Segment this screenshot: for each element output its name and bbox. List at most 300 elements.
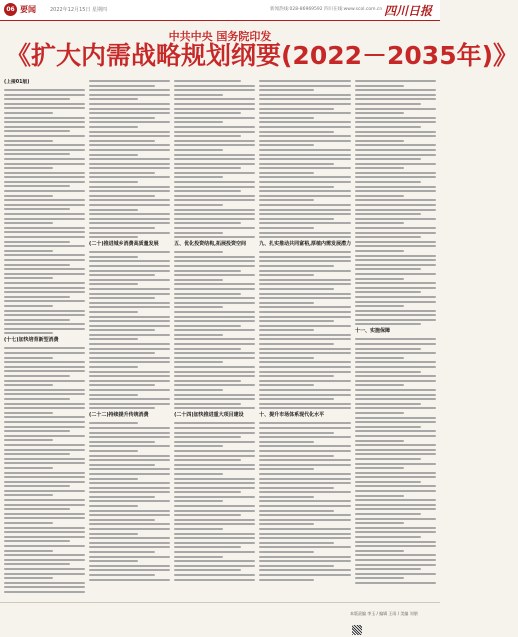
body-text-line (355, 126, 421, 128)
body-text-line (174, 293, 240, 295)
body-text-line (174, 80, 240, 82)
body-text-line (4, 439, 53, 441)
body-text-line (174, 288, 255, 290)
body-text-line (89, 302, 170, 304)
body-text-line (259, 441, 314, 443)
body-text-line (259, 380, 351, 382)
body-text-line (259, 478, 351, 480)
body-text-line (4, 181, 85, 183)
body-text-line (4, 287, 85, 289)
body-text-line (89, 121, 170, 123)
body-text-line (259, 135, 351, 137)
body-text-line (259, 279, 351, 281)
body-text-line (259, 542, 334, 544)
body-text-line (4, 430, 70, 432)
body-text-line (4, 172, 85, 174)
body-text-line (259, 329, 314, 331)
body-text-line (89, 455, 170, 457)
body-text-line (89, 441, 155, 443)
body-text-line (4, 332, 53, 334)
body-text-line (355, 140, 404, 142)
body-text-line (89, 306, 170, 308)
body-text-line (4, 449, 85, 451)
body-text-line (89, 329, 155, 331)
body-text-line (355, 338, 436, 340)
body-text-line (89, 487, 170, 489)
body-text-line (174, 140, 255, 142)
body-text-line (259, 167, 351, 169)
body-text-line (174, 232, 223, 234)
body-text-line (259, 455, 334, 457)
body-text-line (89, 556, 170, 558)
body-text-line (174, 176, 223, 178)
body-text-line (355, 291, 421, 293)
body-text-line (174, 274, 255, 276)
body-text-line (259, 94, 351, 96)
subheading: (二十四)加快推进重大项目建设 (174, 412, 244, 419)
body-text-line (259, 398, 334, 400)
body-text-line (174, 334, 223, 336)
body-text-line (174, 403, 240, 405)
body-text-line (4, 195, 53, 197)
body-text-line (174, 491, 240, 493)
body-text-line (174, 195, 255, 197)
body-text-line (174, 371, 255, 373)
body-text-line (174, 316, 255, 318)
body-text-line (4, 366, 85, 368)
body-text-line (89, 427, 170, 429)
body-text-line (174, 163, 255, 165)
body-text-line (355, 559, 436, 561)
body-text-line (259, 316, 351, 318)
body-text-line (259, 236, 351, 238)
body-text-line (4, 241, 70, 243)
body-text-line (259, 528, 351, 530)
body-text-line (89, 546, 170, 548)
body-text-line (355, 458, 421, 460)
body-text-line (259, 140, 351, 142)
body-text-line (89, 371, 170, 373)
body-text-line (174, 441, 255, 443)
body-text-line (355, 568, 421, 570)
body-text-line (259, 482, 351, 484)
body-text-line (355, 463, 436, 465)
body-text-line (89, 158, 170, 160)
body-text-line (4, 504, 85, 506)
body-text-line (4, 573, 85, 575)
body-text-line (355, 241, 436, 243)
body-text-line (174, 528, 223, 530)
body-text-line (174, 270, 240, 272)
body-text-line (89, 103, 170, 105)
body-text-line (174, 190, 240, 192)
subheading: 十一、实施保障 (355, 328, 391, 335)
body-text-line (259, 403, 351, 405)
body-text-line (355, 384, 404, 386)
body-text-line (4, 393, 85, 395)
body-text-line (355, 195, 404, 197)
body-text-line (4, 586, 85, 588)
body-text-line (174, 459, 240, 461)
body-text-line (174, 144, 255, 146)
body-text-line (4, 310, 85, 312)
body-text-line (4, 513, 85, 515)
body-text-line (174, 579, 255, 581)
body-text-line (4, 291, 85, 293)
body-text-line (355, 222, 404, 224)
body-text-line (355, 204, 436, 206)
body-text-line (4, 380, 85, 382)
body-text-line (174, 94, 223, 96)
subheading: 五、优化投资结构,拓展投资空间 (174, 241, 246, 248)
body-text-line (174, 343, 255, 345)
body-text-line (174, 389, 223, 391)
body-text-line (4, 222, 53, 224)
body-text-line (355, 218, 436, 220)
body-text-line (259, 112, 351, 114)
body-text-line (355, 407, 436, 409)
body-text-line (259, 209, 351, 211)
body-text-line (89, 283, 138, 285)
body-text-line (355, 108, 436, 110)
body-text-line (355, 550, 404, 552)
body-text-line (259, 274, 314, 276)
body-text-line (355, 389, 436, 391)
body-text-line (355, 190, 436, 192)
body-text-line (4, 568, 85, 570)
body-text-line (174, 407, 255, 409)
subheading: (二十二)持续提升传统消费 (89, 412, 149, 419)
body-text-line (4, 135, 85, 137)
body-text-line (174, 551, 255, 553)
body-text-line (259, 172, 314, 174)
body-text-line (4, 323, 85, 325)
body-text-line (259, 487, 334, 489)
body-text-line (4, 508, 70, 510)
body-text-line (355, 167, 404, 169)
body-text-line (174, 510, 255, 512)
body-text-line (89, 190, 170, 192)
body-text-line (355, 301, 436, 303)
body-text-line (174, 135, 240, 137)
body-text-line (174, 422, 255, 424)
body-text-line (174, 186, 255, 188)
body-text-line (89, 260, 170, 262)
body-text-line (4, 591, 85, 593)
body-text-line (89, 265, 170, 267)
body-text-line (355, 499, 436, 501)
body-text-line (4, 250, 53, 252)
body-text-line (4, 481, 85, 483)
body-text-line (89, 204, 170, 206)
body-text-line (89, 131, 170, 133)
body-text-line (89, 357, 170, 359)
body-text-line (174, 455, 255, 457)
body-text-line (355, 435, 436, 437)
body-text-line (4, 277, 53, 279)
body-text-line (174, 375, 255, 377)
body-text-line (174, 574, 255, 576)
body-text-line (259, 302, 314, 304)
body-text-line (174, 329, 255, 331)
body-text-line (89, 311, 138, 313)
body-text-line (355, 117, 436, 119)
body-text-line (89, 338, 138, 340)
body-text-line (355, 518, 436, 520)
body-text-line (4, 296, 70, 298)
body-text-line (355, 421, 436, 423)
body-text-line (355, 485, 436, 487)
article-kicker: 中共中央 国务院印发 (168, 30, 272, 43)
body-text-line (174, 112, 240, 114)
body-text-line (355, 296, 436, 298)
body-text-line (174, 108, 255, 110)
body-text-line (89, 579, 170, 581)
body-text-line (4, 370, 85, 372)
body-text-line (174, 103, 255, 105)
body-text-line (259, 427, 351, 429)
body-text-line (89, 384, 155, 386)
body-text-line (89, 251, 170, 253)
body-text-line (4, 300, 85, 302)
body-text-line (4, 398, 70, 400)
body-text-line (259, 445, 351, 447)
body-text-line (259, 579, 314, 581)
body-text-line (355, 89, 436, 91)
body-text-line (259, 121, 351, 123)
body-text-line (89, 464, 155, 466)
body-text-line (259, 293, 351, 295)
body-text-line (174, 533, 255, 535)
body-text-line (355, 314, 436, 316)
body-text-line (89, 227, 155, 229)
body-text-line (174, 500, 223, 502)
body-text-line (355, 357, 404, 359)
body-text-line (355, 213, 421, 215)
body-text-line (355, 94, 436, 96)
body-text-line (174, 222, 240, 224)
body-text-line (89, 167, 170, 169)
body-text-line (355, 522, 404, 524)
body-text-line (355, 287, 436, 289)
body-text-line (355, 380, 436, 382)
body-text-line (89, 320, 170, 322)
body-text-line (174, 496, 255, 498)
body-text-line (259, 436, 351, 438)
body-text-line (89, 135, 170, 137)
body-text-line (174, 236, 255, 238)
body-text-line (355, 310, 436, 312)
body-text-line (174, 338, 255, 340)
body-text-line (259, 311, 351, 313)
body-text-line (4, 130, 70, 132)
body-text-line (355, 158, 421, 160)
body-text-line (355, 481, 421, 483)
body-text-line (89, 288, 170, 290)
body-text-line (174, 478, 255, 480)
body-text-line (4, 112, 53, 114)
body-text-line (355, 305, 404, 307)
body-text-line (89, 98, 138, 100)
body-text-line (355, 352, 436, 354)
body-text-line (89, 459, 170, 461)
body-text-line (4, 517, 85, 519)
body-text-line (4, 403, 85, 405)
body-text-line (259, 551, 314, 553)
body-text-line (89, 256, 138, 258)
body-text-line (174, 394, 255, 396)
body-text-line (174, 487, 255, 489)
body-text-line (174, 427, 255, 429)
body-text-line (259, 103, 351, 105)
body-text-line (89, 468, 170, 470)
body-text-line (4, 476, 85, 478)
body-text-line (355, 513, 421, 515)
body-text-line (259, 574, 351, 576)
body-text-line (355, 449, 436, 451)
body-text-line (259, 265, 334, 267)
body-text-line (355, 259, 436, 261)
body-text-line (4, 89, 85, 91)
body-text-line (4, 462, 85, 464)
contact-line: 新闻热线:028-86969592 四川在线:www.scol.com.cn (270, 7, 383, 12)
body-text-line (89, 270, 170, 272)
body-text-line (174, 213, 255, 215)
newspaper-logo: 四川日报 (383, 4, 432, 18)
subheading: 九、扎实推动共同富裕,厚植内需发展潜力 (259, 241, 351, 248)
body-text-line (355, 273, 436, 275)
body-text-line (89, 542, 170, 544)
body-text-line (355, 227, 436, 229)
body-text-line (174, 523, 255, 525)
body-text-line (174, 537, 255, 539)
body-text-line (4, 282, 85, 284)
body-text-line (89, 496, 155, 498)
body-text-line (174, 181, 255, 183)
body-text-line (355, 144, 436, 146)
body-text-line (259, 560, 351, 562)
body-text-line (355, 98, 436, 100)
body-text-line (89, 533, 138, 535)
body-text-line (4, 472, 85, 474)
body-text-line (355, 467, 404, 469)
body-text-line (4, 536, 85, 538)
article-title: 《扩大内需战略规划纲要(2022－2035年)》 (6, 41, 518, 70)
body-text-line (4, 435, 85, 437)
body-text-line (89, 366, 138, 368)
body-text-line (4, 153, 70, 155)
body-text-line (174, 98, 255, 100)
body-text-line (89, 236, 138, 238)
body-text-line (174, 172, 255, 174)
body-text-line (4, 231, 85, 233)
body-text-line (4, 103, 85, 105)
body-text-line (174, 279, 223, 281)
body-text-line (174, 199, 255, 201)
body-text-line (174, 260, 255, 262)
body-text-line (259, 338, 351, 340)
body-text-line (89, 108, 170, 110)
body-text-line (174, 117, 255, 119)
body-text-line (259, 491, 351, 493)
body-text-line (259, 232, 351, 234)
body-text-line (89, 325, 170, 327)
body-text-line (259, 422, 351, 424)
body-text-line (259, 450, 351, 452)
body-text-line (355, 199, 436, 201)
body-text-line (4, 577, 53, 579)
body-text-line (174, 357, 255, 359)
text-column-4 (259, 80, 351, 600)
body-text-line (89, 432, 170, 434)
body-text-line (259, 519, 351, 521)
body-text-line (89, 89, 170, 91)
body-text-line (259, 375, 334, 377)
body-text-line (89, 232, 170, 234)
body-text-line (355, 527, 436, 529)
body-text-line (174, 556, 223, 558)
body-text-line (4, 426, 85, 428)
body-text-line (4, 328, 85, 330)
body-text-line (259, 361, 351, 363)
body-text-line (4, 305, 53, 307)
body-text-line (355, 361, 436, 363)
body-text-line (174, 126, 255, 128)
body-text-line (89, 361, 170, 363)
body-text-line (174, 251, 223, 253)
body-text-line (4, 208, 70, 210)
body-text-line (89, 149, 170, 151)
page-footer (0, 602, 440, 637)
body-text-line (259, 213, 351, 215)
body-text-line (174, 366, 255, 368)
body-text-line (4, 540, 70, 542)
body-text-line (355, 453, 436, 455)
body-text-line (4, 144, 85, 146)
body-text-line (4, 149, 85, 151)
body-text-line (4, 467, 53, 469)
body-text-line (174, 311, 255, 313)
body-text-line (259, 546, 351, 548)
body-text-line (4, 140, 53, 142)
body-text-line (89, 334, 170, 336)
body-text-line (259, 510, 334, 512)
body-text-line (174, 131, 255, 133)
body-text-line (174, 468, 255, 470)
body-text-line (4, 254, 85, 256)
editor-credits: 本版责编 李玉 / 编辑 王雨 / 美编 刘朋 (350, 611, 418, 616)
body-text-line (174, 519, 255, 521)
body-text-line (174, 348, 240, 350)
body-text-line (174, 464, 255, 466)
body-text-line (259, 204, 351, 206)
qr-code-icon (352, 625, 362, 635)
body-text-line (355, 541, 436, 543)
body-text-line (4, 163, 85, 165)
body-text-line (89, 403, 170, 405)
body-text-line (89, 186, 170, 188)
body-text-line (355, 278, 404, 280)
body-text-line (355, 121, 436, 123)
body-text-line (4, 582, 85, 584)
body-text-line (4, 319, 70, 321)
body-text-line (355, 531, 436, 533)
body-text-line (355, 112, 404, 114)
body-text-line (89, 163, 170, 165)
body-text-line (174, 542, 255, 544)
body-text-line (259, 195, 351, 197)
body-text-line (174, 158, 255, 160)
